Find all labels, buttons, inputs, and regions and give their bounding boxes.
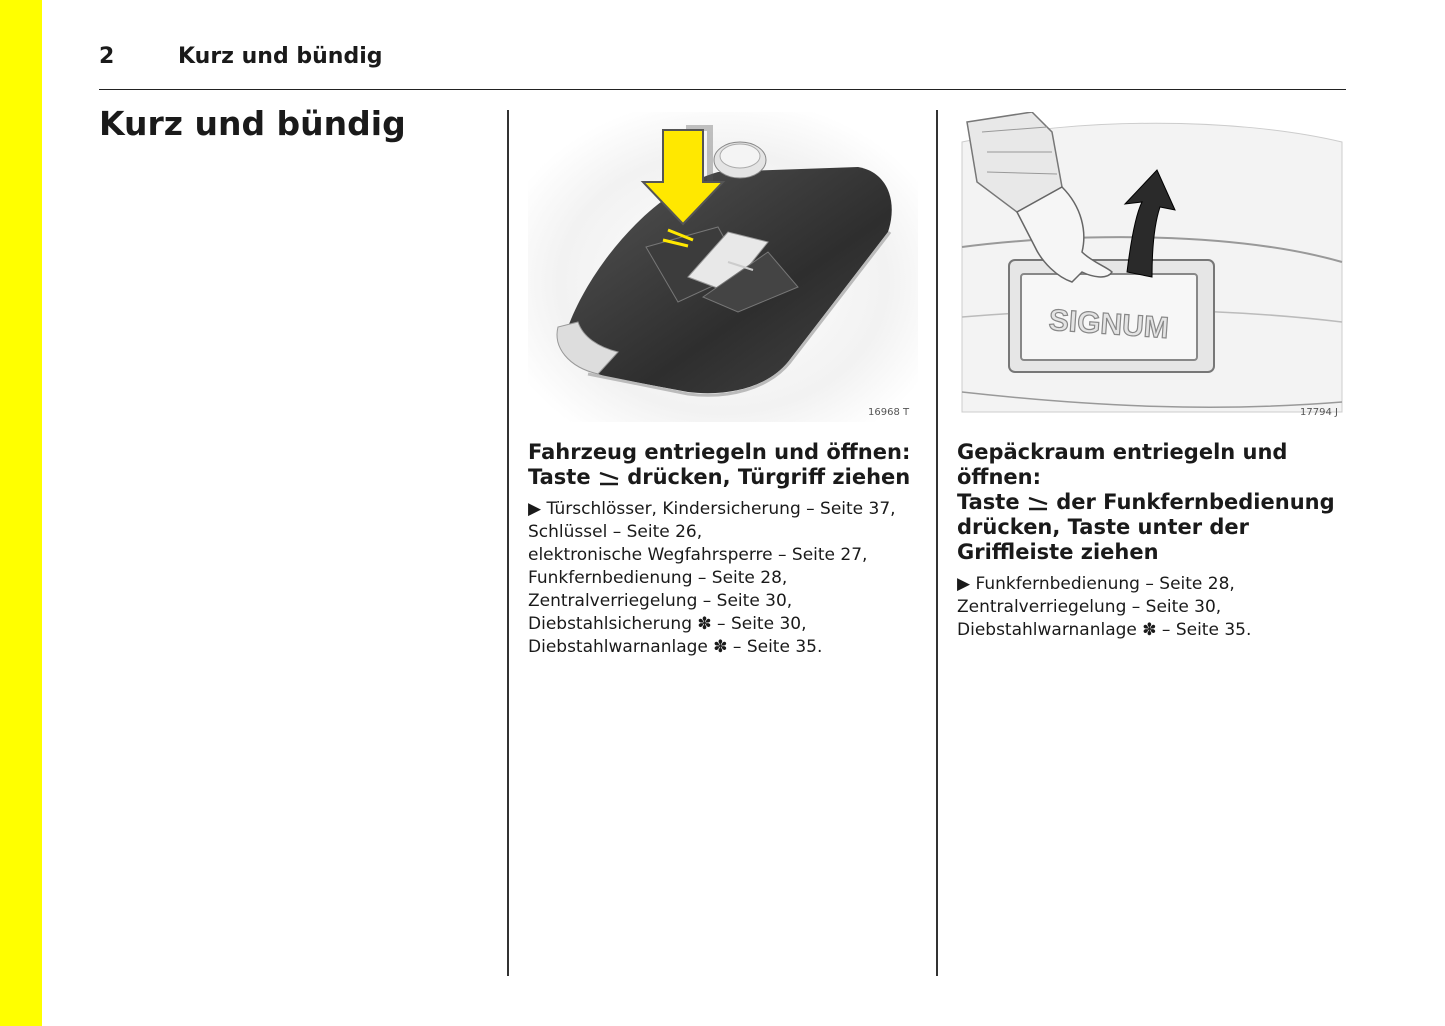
column-1-text — [528, 440, 923, 659]
running-title: Kurz und bündig — [178, 44, 383, 69]
yellow-margin-bar — [0, 0, 42, 1026]
reference-list — [957, 573, 1347, 642]
unlock-key-icon — [598, 470, 620, 486]
column-1-heading — [528, 440, 923, 490]
heading-line — [528, 465, 923, 490]
reference-line: Diebstahlwarnanlage ✽ – Seite 35. — [957, 620, 1252, 640]
heading-fragment: der Funkfernbedienung — [1056, 490, 1335, 514]
heading-line: Fahrzeug entriegeln und öffnen: — [528, 440, 911, 464]
reference-line: Diebstahlsicherung ✽ – Seite 30, — [528, 614, 807, 634]
page-number: 2 — [99, 44, 115, 69]
reference-line: Diebstahlwarnanlage ✽ – Seite 35. — [528, 637, 823, 657]
reference-line: Funkfernbedienung – Seite 28, — [528, 568, 788, 588]
reference-line: elektronische Wegfahrsperre – Seite 27, — [528, 545, 868, 565]
heading-line: drücken, Taste unter der — [957, 515, 1250, 539]
heading-line: öffnen: — [957, 465, 1041, 489]
column-2-text — [957, 440, 1347, 642]
figure-code: 17794 J — [1300, 407, 1338, 418]
reference-line: ▶ Funkfernbedienung – Seite 28, — [957, 574, 1235, 594]
tailgate-illustration — [957, 112, 1347, 422]
section-title: Kurz und bündig — [99, 104, 406, 143]
header-rule — [99, 89, 1346, 90]
plate-text: SIGNUM — [1047, 303, 1170, 346]
column-divider-right — [936, 110, 938, 976]
heading-fragment: drücken, Türgriff ziehen — [627, 465, 911, 489]
reference-line: Zentralverriegelung – Seite 30, — [957, 597, 1222, 617]
column-2-heading — [957, 440, 1347, 565]
column-divider-left — [507, 110, 509, 976]
heading-line — [957, 490, 1347, 515]
heading-line: Griffleiste ziehen — [957, 540, 1159, 564]
heading-line: Gepäckraum entriegeln und — [957, 440, 1288, 464]
unlock-key-icon — [1027, 495, 1049, 511]
figure-code: 16968 T — [868, 407, 910, 418]
reference-line: Schlüssel – Seite 26, — [528, 522, 703, 542]
car-key-illustration — [528, 112, 918, 422]
heading-fragment: Taste — [957, 490, 1020, 514]
reference-line: ▶ Türschlösser, Kindersicherung – Seite 37, — [528, 499, 896, 519]
reference-list — [528, 498, 923, 659]
reference-line: Zentralverriegelung – Seite 30, — [528, 591, 793, 611]
heading-fragment: Taste — [528, 465, 591, 489]
